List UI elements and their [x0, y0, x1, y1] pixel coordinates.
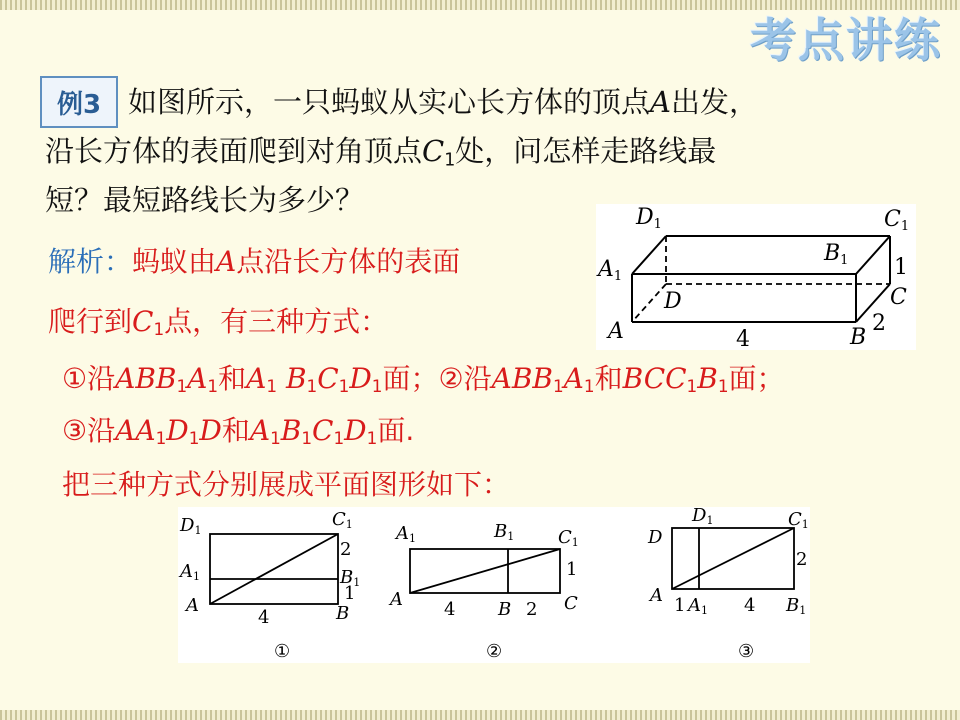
subscript: 1: [306, 376, 318, 397]
example-badge: 例3: [40, 76, 118, 128]
net1-label-d1: D1: [180, 515, 202, 537]
face-label: D: [199, 414, 222, 447]
face-label: D: [166, 414, 189, 447]
question-text: 短？最短路线长为多少？: [45, 183, 365, 217]
question-line-1: [128, 85, 758, 119]
net1-label-b1: B1: [340, 567, 361, 589]
net1-label-b: B: [336, 603, 350, 624]
subscript: 1: [207, 376, 219, 397]
vertex-a: A: [650, 85, 671, 119]
and-text: 和: [594, 362, 623, 395]
face-label: ABB: [115, 362, 177, 395]
question-line-2: [45, 134, 716, 177]
net2-dim-1: 1: [566, 559, 578, 580]
question-text: 如图所示，一只蚂蚁从实心长方体的顶点: [128, 85, 651, 119]
net1-label-c1: C1: [332, 509, 353, 531]
net2-label-b1: B1: [494, 521, 515, 543]
label-c1: C1: [884, 207, 910, 234]
analysis-text: 蚂蚁由: [132, 245, 217, 278]
net-2: [388, 521, 579, 662]
analysis-text: 爬行到: [48, 305, 133, 338]
net3-dim-2: 2: [796, 549, 808, 570]
face-label: B: [285, 362, 307, 395]
and-text: 和: [221, 414, 250, 447]
subscript: 1: [444, 150, 456, 171]
face-suffix: 面.: [377, 414, 415, 447]
analysis-way-3: [62, 414, 414, 455]
subscript: 1: [583, 376, 595, 397]
subscript: 1: [686, 376, 698, 397]
analysis-label: 解析：: [48, 245, 133, 278]
analysis-line-2: [48, 305, 388, 346]
way-1-mark: ①沿: [62, 362, 116, 395]
label-b1: B1: [824, 241, 849, 268]
dim-width: 2: [872, 311, 886, 336]
dim-height: 1: [894, 255, 908, 280]
net1-dim-1: 1: [344, 583, 356, 604]
net-3: [647, 507, 809, 662]
face-label: A: [249, 414, 271, 447]
net3-dim-1: 1: [674, 595, 686, 616]
question-line-3: [45, 183, 364, 217]
subscript: 1: [270, 428, 281, 449]
net3-label-a1: A1: [688, 595, 708, 617]
subscript: 1: [266, 376, 278, 397]
dim-length: 4: [736, 327, 750, 350]
net2-label-c1: C1: [558, 527, 579, 549]
face-label: A: [246, 362, 267, 395]
face-label: B: [280, 414, 302, 447]
way-3-mark: ③沿: [62, 414, 116, 447]
face-label: A: [563, 362, 584, 395]
face-suffix: 面；: [382, 362, 439, 395]
face-label: A: [187, 362, 208, 395]
and-text: 和: [218, 362, 247, 395]
analysis-way-1-2: [62, 362, 785, 403]
net1-path-a-c1: [210, 534, 338, 604]
face-label: D: [349, 362, 372, 395]
net2-caption: ②: [486, 641, 503, 662]
net-1: [178, 509, 360, 662]
vertex-c1: C: [422, 134, 445, 168]
label-c: C: [890, 285, 907, 310]
subscript: 1: [338, 376, 350, 397]
subscript: 1: [176, 376, 188, 397]
net2-dim-2: 2: [526, 599, 538, 620]
label-a1: A1: [598, 257, 623, 284]
label-d: D: [664, 289, 682, 314]
analysis-text: 把三种方式分别展成平面图形如下：: [62, 468, 511, 501]
unfolded-nets-figure: [178, 507, 810, 663]
subscript: 1: [188, 428, 200, 449]
label-a: A: [608, 319, 624, 344]
net3-label-b1: B1: [786, 595, 807, 617]
net2-dim-4: 4: [444, 599, 456, 620]
net1-label-a: A: [186, 595, 199, 616]
net2-label-c: C: [564, 593, 578, 614]
net3-label-d: D: [648, 527, 663, 548]
subscript: 1: [371, 376, 383, 397]
vertex-c1: C: [132, 305, 154, 338]
vertex-a: A: [216, 245, 237, 278]
net2-path-a-c1: [410, 549, 560, 593]
header-title: 考点讲练: [750, 13, 942, 67]
subscript: 1: [333, 428, 345, 449]
net3-label-c1: C1: [788, 509, 809, 531]
analysis-text: 点，有三种方式：: [164, 305, 389, 338]
subscript: 1: [366, 428, 378, 449]
face-label: AA: [115, 414, 156, 447]
edge-d1a1: [632, 236, 666, 274]
net3-caption: ③: [738, 641, 755, 662]
net1-dim-2: 2: [340, 539, 352, 560]
subscript: 1: [301, 428, 313, 449]
cuboid-figure: [596, 204, 916, 350]
net1-label-a1: A1: [180, 561, 200, 583]
question-text: 出发，: [670, 85, 758, 119]
analysis-unfold-line: [62, 468, 510, 502]
face-label: B: [697, 362, 718, 395]
face-label: D: [344, 414, 367, 447]
net3-dim-4: 4: [744, 595, 756, 616]
subscript: 1: [153, 319, 165, 340]
question-text: 沿长方体的表面爬到对角顶点: [45, 134, 423, 168]
way-2-mark: ②沿: [438, 362, 492, 395]
question-text: 处，问怎样走路线最: [455, 134, 717, 168]
net3-label-a: A: [650, 585, 663, 606]
analysis-text: 点沿长方体的表面: [236, 245, 461, 278]
net3-label-d1: D1: [692, 507, 714, 527]
net1-dim-4: 4: [258, 607, 270, 628]
subscript: 1: [155, 428, 167, 449]
subscript: 1: [552, 376, 564, 397]
net3-path-a-c1: [672, 528, 794, 589]
analysis-line-1: [48, 245, 460, 279]
label-d1: D1: [636, 205, 662, 232]
hidden-edge-da: [632, 284, 666, 322]
subscript: 1: [717, 376, 729, 397]
face-label: C: [317, 362, 339, 395]
net2-label-a1: A1: [396, 523, 416, 545]
face-label: BCC: [622, 362, 687, 395]
label-b: B: [850, 325, 867, 350]
edge-c1b1: [856, 236, 890, 274]
net2-label-a: A: [390, 589, 403, 610]
net1-caption: ①: [274, 641, 291, 662]
bottom-stripe-border: [0, 710, 960, 720]
face-label: C: [312, 414, 334, 447]
face-label: ABB: [491, 362, 553, 395]
net2-label-b: B: [498, 599, 512, 620]
face-suffix: 面；: [728, 362, 785, 395]
